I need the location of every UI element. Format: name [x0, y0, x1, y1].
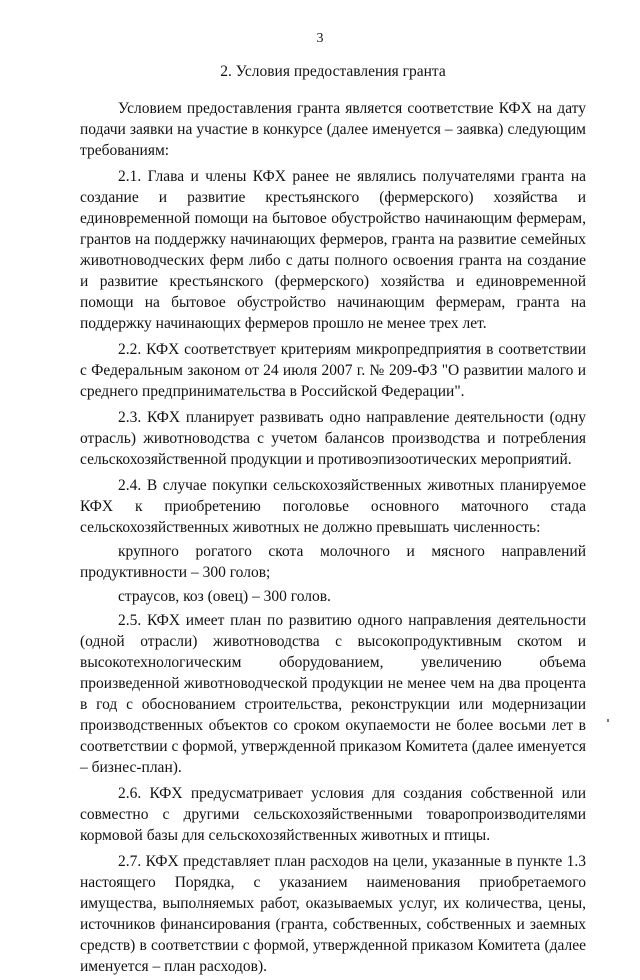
page-number: 3 [316, 31, 324, 46]
paragraph-2-4-ostriches: страусов, коз (овец) – 300 голов. [118, 588, 331, 605]
section-title: 2. Условия предоставления гранта [220, 63, 446, 80]
paragraph-2-1: 2.1. Глава и члены КФХ ранее не являлись получателями гранта на создание и развитие крестьянского (фермерского) хозяйства и единовременной помощи на бытовое обустройство начинающим фермерам, грантов на поддержку начинающих фермеров, гранта на развитие семейных животноводческих ферм либо с даты полного освоения гранта на создание и развитие крестьянского (фермерского) хозяйства и единовременной помощи на бытовое обустройство начинающим фермерам, гранта на поддержку начинающих фермеров прошло не менее трех лет. [80, 168, 586, 332]
paragraph-2-4: 2.4. В случае покупки сельскохозяйственных животных планируемое КФХ к приобретению поголовье основного маточного стада сельскохозяйственных животных не должно превышать численность: [80, 477, 586, 536]
paragraph-intro: Условием предоставления гранта является соответствие КФХ на дату подачи заявки на участие в конкурсе (далее именуется – заявка) следующим требованиям: [80, 100, 586, 159]
scan-mark [607, 719, 609, 722]
paragraph-2-4-cattle: крупного рогатого скота молочного и мясного направлений продуктивности – 300 голов; [80, 543, 586, 581]
paragraph-2-7: 2.7. КФХ представляет план расходов на цели, указанные в пункте 1.3 настоящего Порядка, с указанием наименования приобретаемого имущества, выполняемых работ, оказываемых услуг, их количества, цены, источников финансирования (гранта, собственных, собственных и заемных средств) в соответствии с формой, утвержденной приказом Комитета (далее именуется – план расходов). [80, 853, 586, 975]
paragraph-2-6: 2.6. КФХ предусматривает условия для создания собственной или совместно с другими сельскохозяйственными товаропроизводителями кормовой базы для сельскохозяйственных животных и птицы. [80, 785, 586, 844]
paragraph-2-2: 2.2. КФХ соответствует критериям микропредприятия в соответствии с Федеральным законом от 24 июля 2007 г. № 209-ФЗ "О развитии малого и среднего предпринимательства в Российской Федерации". [80, 341, 586, 400]
paragraph-2-5: 2.5. КФХ имеет план по развитию одного направления деятельности (одной отрасли) животноводства с высокопродуктивным скотом и высокотехнологическим оборудованием, увеличению объема произведенной животноводческой продукции не менее чем на два процента в год с обоснованием строительства, реконструкции или модернизации производственных объектов со сроком окупаемости не более восьми лет в соответствии с формой, утвержденной приказом Комитета (далее именуется – бизнес-план). [80, 612, 586, 776]
document-body [80, 98, 586, 980]
paragraph-2-3: 2.3. КФХ планирует развивать одно направление деятельности (одну отрасль) животноводства с учетом балансов производства и потребления сельскохозяйственной продукции и противоэпизоотических мероприятий. [80, 409, 586, 468]
